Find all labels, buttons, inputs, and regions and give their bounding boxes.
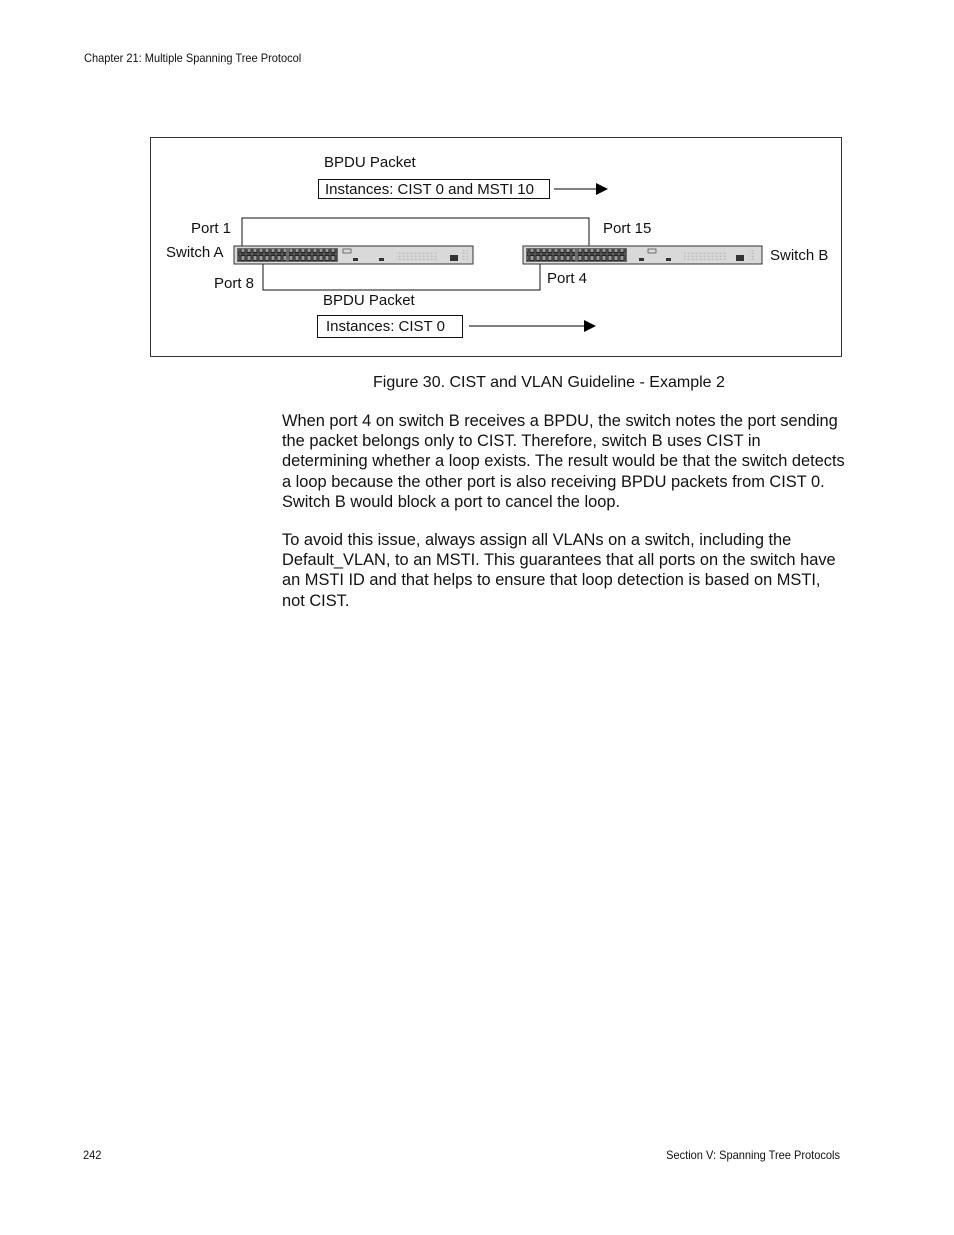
switch-a-label: Switch A bbox=[166, 244, 224, 261]
cable-port8-port4 bbox=[263, 263, 540, 290]
section-footer: Section V: Spanning Tree Protocols bbox=[666, 1148, 840, 1162]
switch-b-label: Switch B bbox=[770, 247, 829, 264]
running-header: Chapter 21: Multiple Spanning Tree Protocol bbox=[84, 51, 302, 65]
bottom-bpdu-label: BPDU Packet bbox=[323, 292, 415, 309]
figure-caption: Figure 30. CIST and VLAN Guideline - Example 2 bbox=[373, 374, 725, 391]
port-15-label: Port 15 bbox=[603, 220, 652, 237]
network-diagram bbox=[151, 138, 841, 356]
top-bpdu-label: BPDU Packet bbox=[324, 154, 416, 171]
cist-vlan-figure bbox=[150, 137, 842, 357]
switch-b-chassis bbox=[523, 246, 762, 264]
body-paragraph-2: To avoid this issue, always assign all VLANs on a switch, including the Default_VLAN, to an MSTI. This guarantees that all ports on the switch have an MSTI ID and that helps to ensure that loop detection is based on MSTI, not CIST. bbox=[282, 531, 836, 610]
switch-a-chassis bbox=[234, 246, 473, 264]
bottom-instances-box: Instances: CIST 0 bbox=[317, 315, 463, 338]
body-paragraph-1: When port 4 on switch B receives a BPDU, the switch notes the port sending the packet belongs only to CIST. Therefore, switch B uses CIST in determining whether a loop exists. The result would be that the switch detects a loop because the other port is also receiving BPDU packets from CIST 0. Switch B would block a port to cancel the loop. bbox=[282, 412, 845, 511]
port-1-label: Port 1 bbox=[191, 220, 232, 237]
top-instances-box: Instances: CIST 0 and MSTI 10 bbox=[318, 179, 550, 199]
port-8-label: Port 8 bbox=[214, 275, 255, 292]
page-number: 242 bbox=[83, 1148, 102, 1162]
cable-port1-port15 bbox=[242, 218, 589, 246]
port-4-label: Port 4 bbox=[547, 270, 588, 287]
